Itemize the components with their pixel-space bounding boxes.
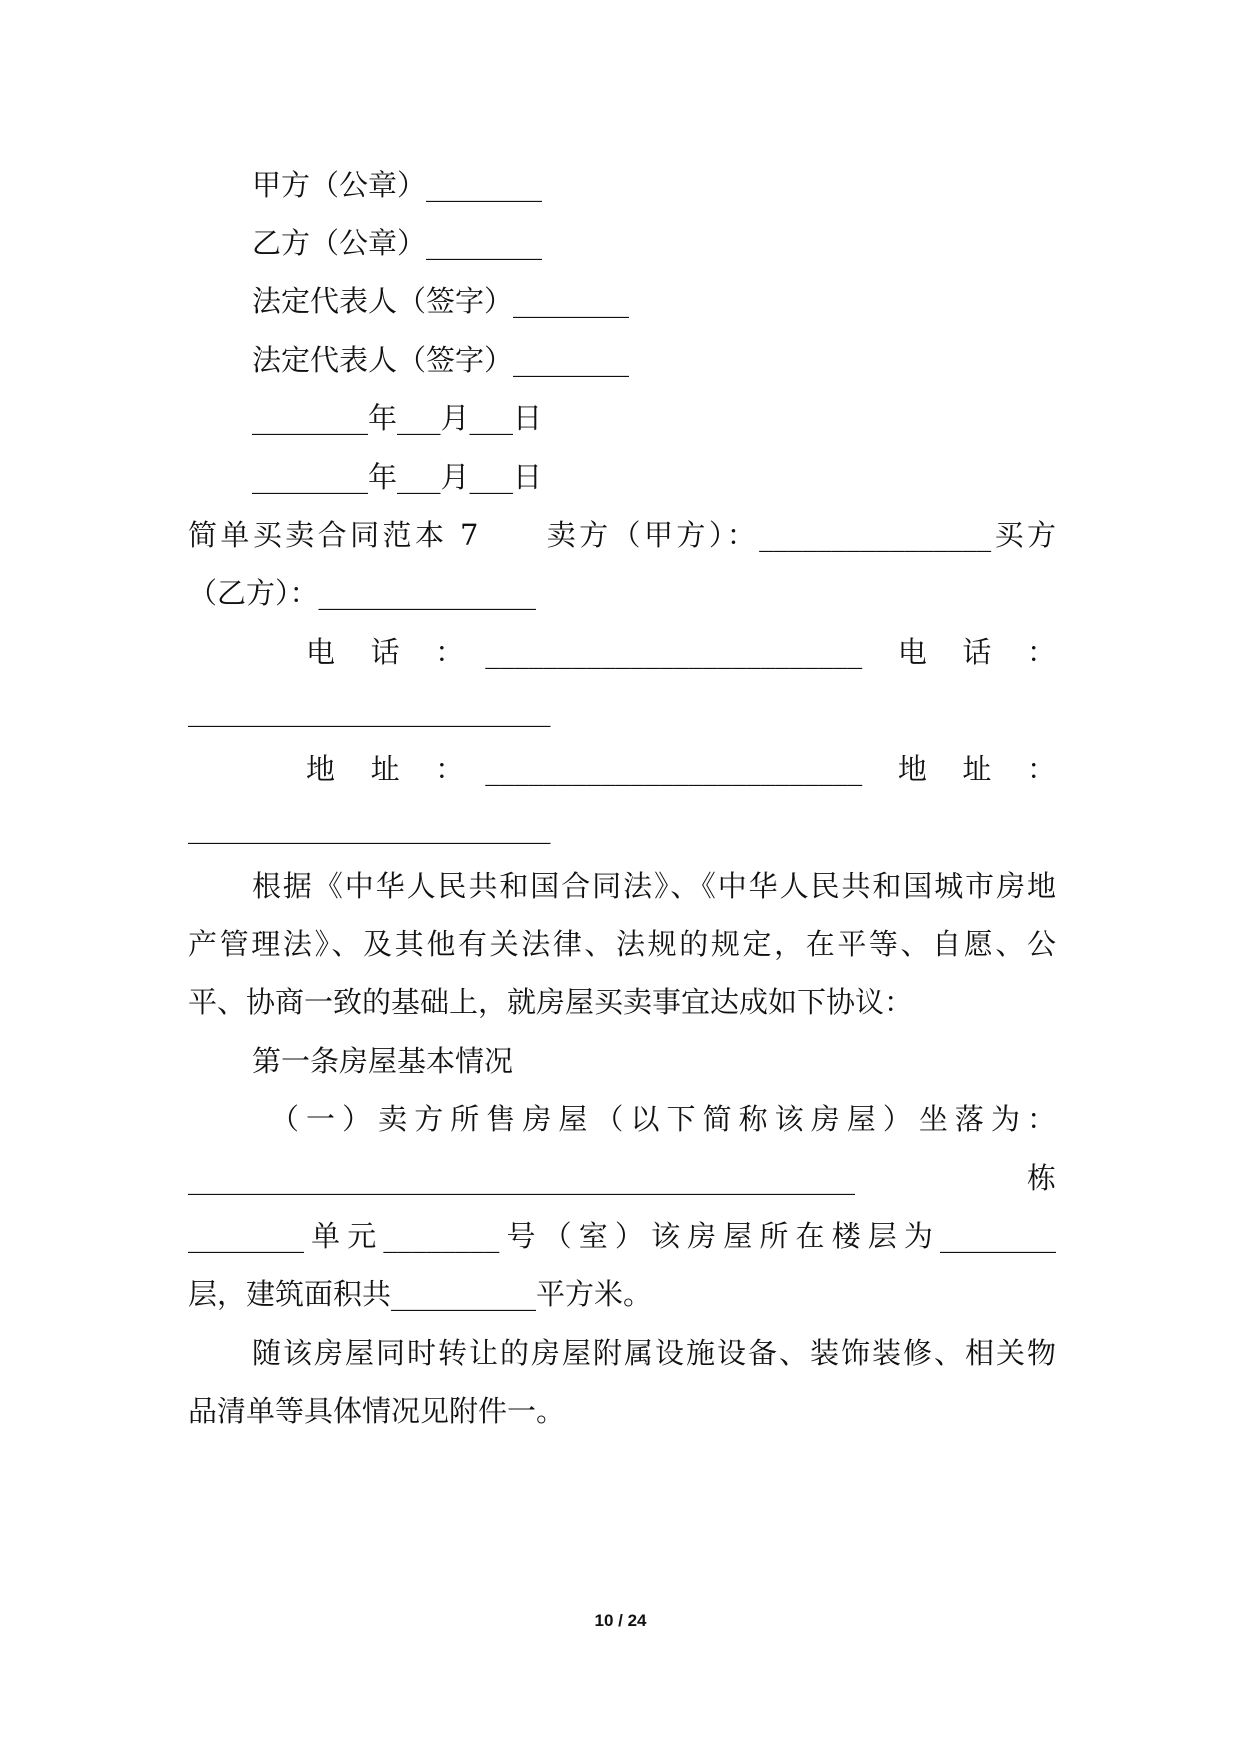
preamble-line-2: 产管理法》、及其他有关法律、法规的规定，在平等、自愿、公 <box>188 927 1056 961</box>
date-line-a: ________年___月___日 <box>252 401 543 435</box>
party-a-seal-line: 甲方（公章）________ <box>252 168 543 202</box>
address-line: 地 址 ： __________________________ 地 址 ： <box>306 752 1056 786</box>
phone-line: 电 话 ： __________________________ 电 话 ： <box>306 635 1056 669</box>
page-number: 10 / 24 <box>594 1611 647 1630</box>
unit-floor-line: ________单元________号（室）该房屋所在楼层为________ <box>188 1219 1056 1253</box>
building-blank-line: ______________________________________________ 栋 <box>188 1161 1056 1195</box>
floor-area-line: 层，建筑面积共__________平方米。 <box>188 1277 653 1311</box>
party-b-seal-line: 乙方（公章）________ <box>252 226 543 260</box>
preamble-line-1: 根据《中华人民共和国合同法》、《中华人民共和国城市房地 <box>252 869 1056 903</box>
attachments-line-1: 随该房屋同时转让的房屋附属设施设备、装饰装修、相关物 <box>252 1336 1056 1370</box>
buyer-line: （乙方）：_______________ <box>188 576 537 610</box>
contract-sample-heading-line: 简单买卖合同范本 7 卖方（甲方）：________________买方 <box>188 518 1056 552</box>
legal-rep-signature-line-b: 法定代表人（签字）________ <box>252 343 630 377</box>
attachments-line-2: 品清单等具体情况见附件一。 <box>188 1394 566 1428</box>
date-line-b: ________年___月___日 <box>252 460 543 494</box>
article-one-heading: 第一条房屋基本情况 <box>252 1044 514 1078</box>
preamble-line-3: 平、协商一致的基础上，就房屋买卖事宜达成如下协议： <box>188 985 914 1019</box>
address-blank-line: _________________________ <box>188 810 551 844</box>
phone-blank-line: _________________________ <box>188 693 551 727</box>
legal-rep-signature-line-a: 法定代表人（签字）________ <box>252 284 630 318</box>
clause-one-location-line: （一）卖方所售房屋（以下简称该房屋）坐落为： <box>270 1102 1056 1136</box>
